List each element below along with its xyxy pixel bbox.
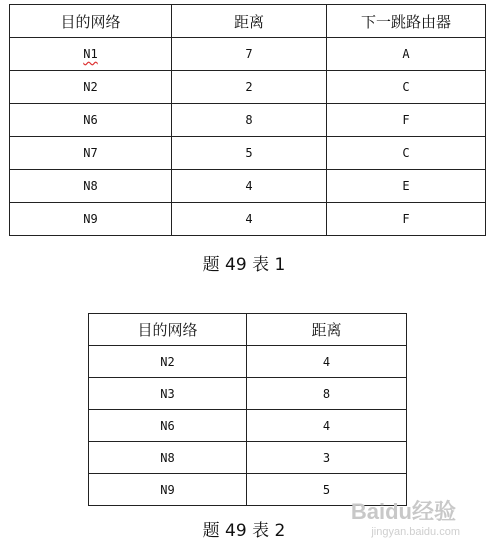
cell-distance: 4 — [172, 203, 327, 236]
routing-table-2 — [88, 313, 407, 506]
cell-next-hop: A — [327, 38, 486, 71]
cell-distance: 5 — [247, 474, 407, 506]
cell-destination: N3 — [89, 378, 247, 410]
cell-destination: N9 — [10, 203, 172, 236]
cell-destination: N2 — [10, 71, 172, 104]
cell-destination: N9 — [89, 474, 247, 506]
table-row — [89, 346, 407, 378]
table-row — [10, 203, 486, 236]
table-2-caption: 题 49 表 2 — [202, 521, 286, 541]
cell-next-hop: C — [327, 137, 486, 170]
cell-next-hop: E — [327, 170, 486, 203]
table-1-caption: 题 49 表 1 — [202, 255, 286, 275]
cell-distance: 5 — [172, 137, 327, 170]
table-row — [10, 170, 486, 203]
table-row — [89, 410, 407, 442]
table-row — [89, 442, 407, 474]
header-distance: 距离 — [247, 314, 407, 346]
cell-distance: 7 — [172, 38, 327, 71]
cell-distance: 4 — [247, 346, 407, 378]
cell-destination: N2 — [89, 346, 247, 378]
table-row — [10, 38, 486, 71]
table-row — [89, 378, 407, 410]
cell-destination: N7 — [10, 137, 172, 170]
cell-distance: 3 — [247, 442, 407, 474]
cell-destination: N6 — [10, 104, 172, 137]
cell-next-hop: C — [327, 71, 486, 104]
cell-destination: N8 — [89, 442, 247, 474]
cell-next-hop: F — [327, 203, 486, 236]
cell-destination: N8 — [10, 170, 172, 203]
cell-next-hop: F — [327, 104, 486, 137]
header-destination-network: 目的网络 — [89, 314, 247, 346]
watermark-url: jingyan.baidu.com — [371, 526, 460, 538]
cell-distance: 8 — [247, 378, 407, 410]
table-row — [10, 137, 486, 170]
cell-destination — [10, 38, 172, 71]
table-row — [10, 104, 486, 137]
destination-text: N1 — [83, 47, 98, 61]
routing-table-1 — [9, 4, 486, 236]
cell-distance: 4 — [172, 170, 327, 203]
header-destination-network: 目的网络 — [10, 5, 172, 38]
cell-destination: N6 — [89, 410, 247, 442]
cell-distance: 2 — [172, 71, 327, 104]
baidu-watermark: Baidu经验 — [350, 499, 456, 524]
table-header-row — [10, 5, 486, 38]
table-row — [10, 71, 486, 104]
cell-distance: 4 — [247, 410, 407, 442]
header-next-hop-router: 下一跳路由器 — [327, 5, 486, 38]
table-header-row — [89, 314, 407, 346]
cell-distance: 8 — [172, 104, 327, 137]
header-distance: 距离 — [172, 5, 327, 38]
